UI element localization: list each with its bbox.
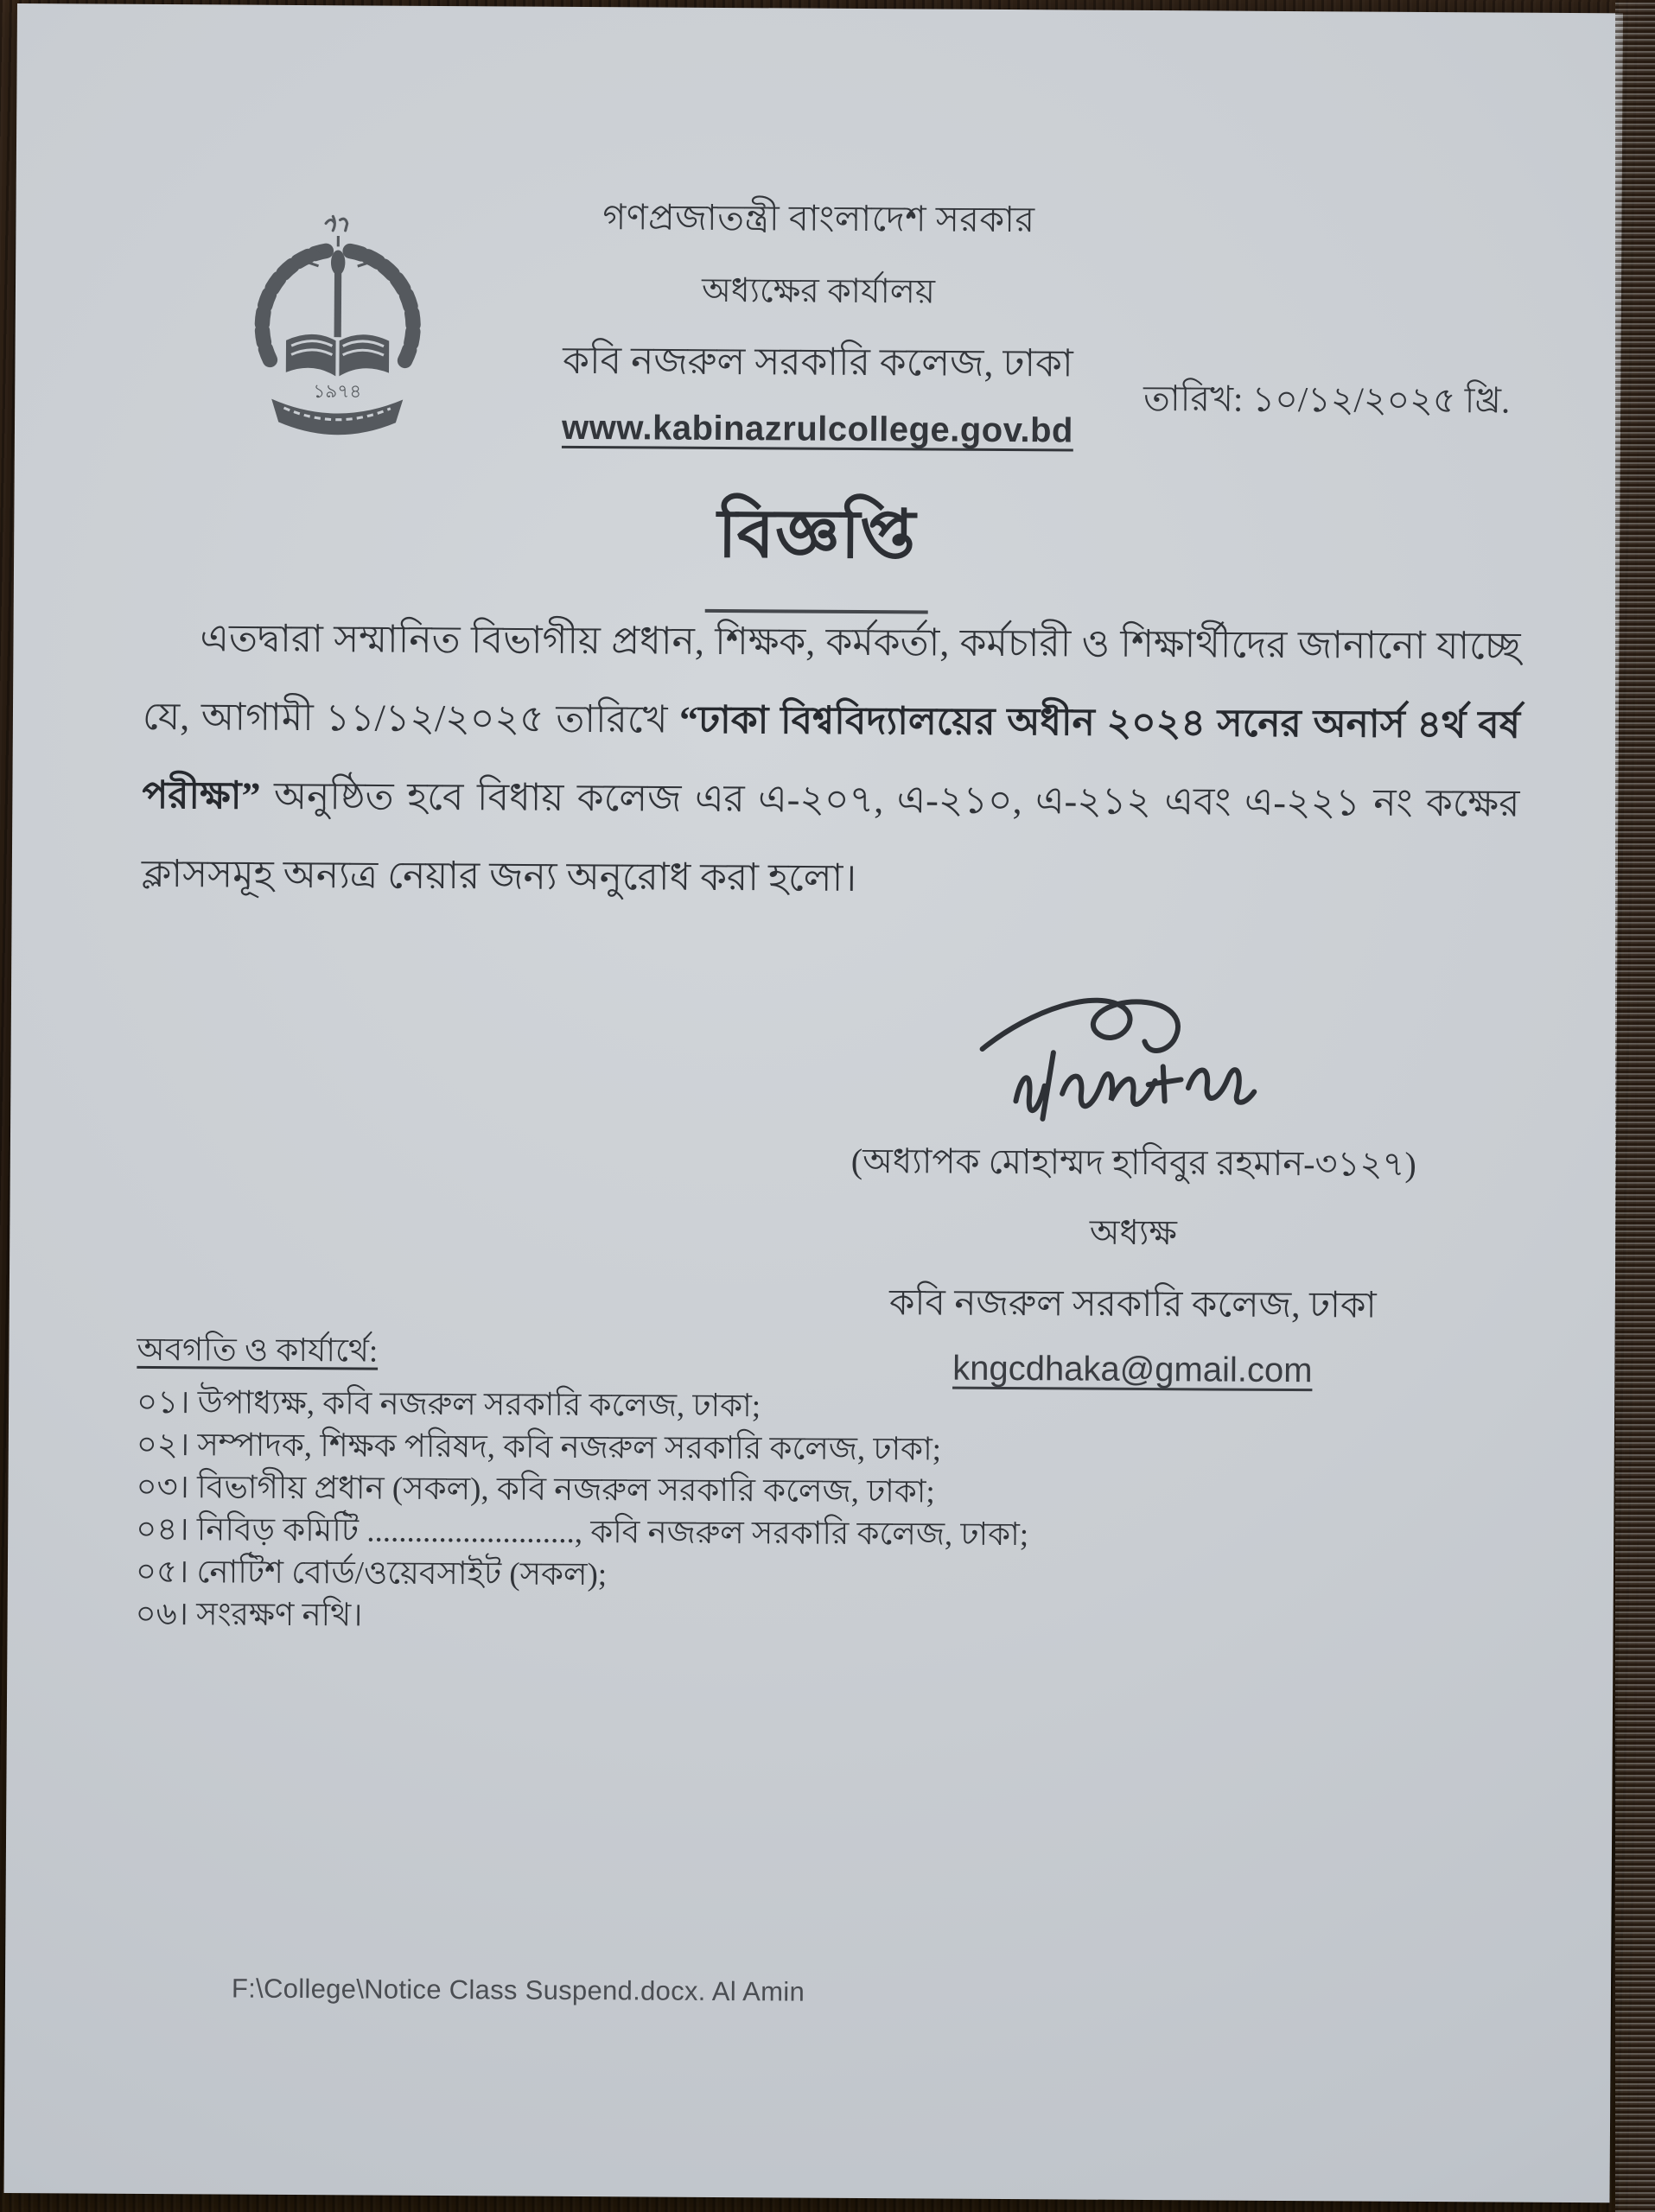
office-name: অধ্যক্ষের কার্যালয় — [701, 271, 936, 311]
website-link[interactable]: www.kabinazrulcollege.gov.bd — [561, 408, 1074, 450]
body-text-emphasis: “ঢাকা বিশ্ববিদ্যালয়ের অধীন ২০২৪ সনের অনার্স ৪র্থ বর্ষ পরীক্ষা” — [142, 698, 1521, 817]
distribution-item-3: ০৩। বিভাগীয় প্রধান (সকল), কবি নজরুল সরকারি কলেজ, ঢাকা; — [136, 1469, 935, 1510]
distribution-list — [135, 1330, 1029, 1641]
college-name: কবি নজরুল সরকারি কলেজ, ঢাকা — [563, 339, 1073, 385]
signatory-designation: অধ্যক্ষ — [1089, 1212, 1178, 1253]
distribution-item-5: ০৫। নোটিশ বোর্ড/ওয়েবসাইট (সকল); — [135, 1554, 608, 1593]
body-text-lead: এতদ্বারা সম্মানিত বিভাগীয় প্রধান, শিক্ষক, কর্মকর্তা, কর্মচারী ও শিক্ষার্থীদের জানানো যাচ্ছে যে, আগামী ১১/১২/২০২৫ তারিখে — [142, 617, 1521, 741]
body-text-tail: অনুষ্ঠিত হবে বিধায় কলেজ এর এ-২০৭, এ-২১০, এ-২১২ এবং এ-২২১ নং কক্ষের ক্লাসসমূহ অন্যত্র নেয়ার জন্য অনুরোধ করা হলো। — [141, 774, 1520, 899]
signatory-institution: কবি নজরুল সরকারি কলেজ, ঢাকা — [888, 1283, 1377, 1326]
notice-date: তারিখ: ১০/১২/২০২৫ খ্রি. — [1143, 378, 1511, 421]
signatory-name: (অধ্যাপক মোহাম্মদ হাবিবুর রহমান-৩১২৭) — [850, 1141, 1416, 1184]
seal-year-text: ১৯৭৪ — [313, 379, 362, 403]
notice-document — [4, 3, 1623, 2202]
government-name: গণপ্রজাতন্ত্রী বাংলাদেশ সরকার — [602, 197, 1035, 240]
distribution-heading: অবগতি ও কার্যার্থে: — [137, 1332, 379, 1370]
title-row — [14, 477, 1620, 618]
file-path-footer: F:\College\Notice Class Suspend.docx. Al Amin — [231, 1973, 805, 2007]
signatory-email[interactable]: kngcdhaka@gmail.com — [952, 1349, 1313, 1390]
distribution-item-6: ০৬। সংরক্ষণ নথি। — [135, 1596, 363, 1634]
notice-body — [142, 599, 1521, 922]
handwritten-signature-icon — [928, 976, 1341, 1150]
notice-title: বিজ্ঞপ্তি — [705, 481, 929, 614]
distribution-item-1: ০১। উপাধ্যক্ষ, কবি নজরুল সরকারি কলেজ, ঢাকা; — [136, 1384, 761, 1425]
photo-edge-texture — [1615, 0, 1655, 2212]
signature-block — [812, 983, 1454, 1392]
distribution-item-4: ০৪। নিবিড় কমিটি .........................., কবি নজরুল সরকারি কলেজ, ঢাকা; — [136, 1511, 1029, 1554]
distribution-item-2: ০২। সম্পাদক, শিক্ষক পরিষদ, কবি নজরুল সরকারি কলেজ, ঢাকা; — [136, 1427, 942, 1468]
